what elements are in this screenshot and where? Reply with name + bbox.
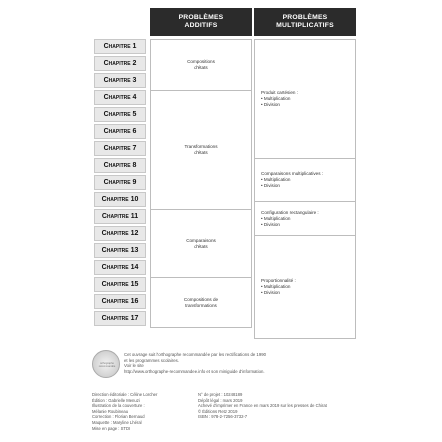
chapter-15: Chapitre 15 (94, 277, 146, 292)
additive-section-3 (150, 209, 252, 277)
header-additive (150, 8, 252, 36)
chapter-4: Chapitre 4 (94, 90, 146, 105)
additive-section-3-label: Comparaisons d'états (186, 237, 216, 249)
chapter-5: Chapitre 5 (94, 107, 146, 122)
multiplicative-section-3-item-1: Multiplication (263, 215, 291, 221)
notice-line-3: Voir le site (124, 363, 144, 369)
credit-right-line: N° de projet : 10248189 (198, 392, 243, 397)
credit-left-line: Correction : Florian Bernaud (92, 414, 145, 420)
multiplicative-section-4: Proportionnalité : • Multiplication • Division (254, 235, 356, 338)
multiplicative-bottom-border (254, 338, 356, 339)
additive-section-4 (150, 277, 252, 327)
credit-right-line: Dépôt légal : mars 2019 (198, 397, 243, 403)
multiplicative-section-3-title: Configuration rectangulaire : (261, 209, 319, 215)
additive-section-4-label: Compositions de transformations (183, 296, 219, 308)
additive-section-1 (150, 39, 252, 90)
additive-bottom-border (150, 327, 252, 328)
credit-right-line: © Éditions Retz 2019 (198, 408, 238, 414)
multiplicative-section-1-item-2: Division (263, 102, 280, 107)
chapter-6: Chapitre 6 (94, 124, 146, 139)
chapter-13: Chapitre 13 (94, 243, 146, 258)
multiplicative-section-1-item-1: Multiplication (263, 96, 291, 101)
credit-left-line: Mélanie Roubineau (92, 408, 129, 414)
multiplicative-section-1: Produit cartésien : • Multiplication • Division (254, 39, 356, 158)
multiplicative-section-2-title: Comparaisons multiplicatives : (261, 171, 324, 176)
chapter-7: Chapitre 7 (94, 141, 146, 156)
chapter-12: Chapitre 12 (94, 226, 146, 241)
chapter-10: Chapitre 10 (94, 192, 146, 207)
header-multiplicative-label: PROBLÈMES MULTIPLICATIFS (276, 14, 334, 29)
multiplicative-section-4-item-2: Division (263, 290, 280, 295)
multiplicative-section-2-item-2: Division (263, 183, 280, 188)
chapter-9: Chapitre 9 (94, 175, 146, 190)
logo-text: orthographe recommandée (98, 362, 116, 368)
chapter-1: Chapitre 1 (94, 39, 146, 54)
multiplicative-section-3: Configuration rectangulaire : • Multiplication • Division (254, 201, 356, 235)
orthographe-logo (92, 350, 120, 378)
multiplicative-section-1-title: Produit cartésien : (261, 90, 299, 95)
notice-line-4: http://www.orthographe-recommandee.info et son miniguide d'information. (124, 368, 265, 374)
chapter-11: Chapitre 11 (94, 209, 146, 224)
notice-line-1: Cet ouvrage suit l'orthographe recommandée par les rectifications de 1990 (124, 352, 266, 357)
chapter-17: Chapitre 17 (94, 311, 146, 326)
chapter-2: Chapitre 2 (94, 56, 146, 71)
additive-section-2-label: Transformations d'états (184, 144, 218, 155)
chapter-8: Chapitre 8 (94, 158, 146, 173)
credit-left-line: Direction éditoriale : Céline Lorcher (92, 392, 158, 397)
multiplicative-section-3-item-2: Division (263, 221, 280, 227)
chapter-16: Chapitre 16 (94, 294, 146, 309)
credit-left-line: Illustration de la couverture : (92, 403, 145, 409)
credit-left-line: Édition : Gabrielle Menuzi (92, 397, 140, 403)
header-multiplicative (254, 8, 356, 36)
credits-left (92, 392, 202, 431)
additive-section-1-label: Compositions d'états (187, 59, 215, 70)
chapter-3: Chapitre 3 (94, 73, 146, 88)
credit-left-line: Maquette : Maryline Lhéral (92, 419, 142, 425)
additive-section-2 (150, 90, 252, 209)
multiplicative-section-2: Comparaisons multiplicatives : • Multiplication • Division (254, 158, 356, 201)
chapter-14: Chapitre 14 (94, 260, 146, 275)
multiplicative-section-4-title: Proportionnalité : (261, 278, 296, 283)
credit-right-line: Achevé d'imprimer en France en mars 2019 sur les presses de Chirat (198, 403, 327, 409)
credits-right (198, 392, 398, 420)
multiplicative-section-4-item-1: Multiplication (263, 284, 291, 289)
orthographe-notice (124, 352, 354, 374)
notice-line-2: et les programmes scolaires. (124, 357, 179, 363)
multiplicative-section-2-item-1: Multiplication (263, 177, 291, 182)
credit-right-line: ISBN : 978-2-7256-3732-7 (198, 414, 248, 420)
header-additive-label: PROBLÈMES ADDITIFS (178, 14, 224, 29)
credit-left-line: Mise en page : STDI (92, 425, 131, 431)
